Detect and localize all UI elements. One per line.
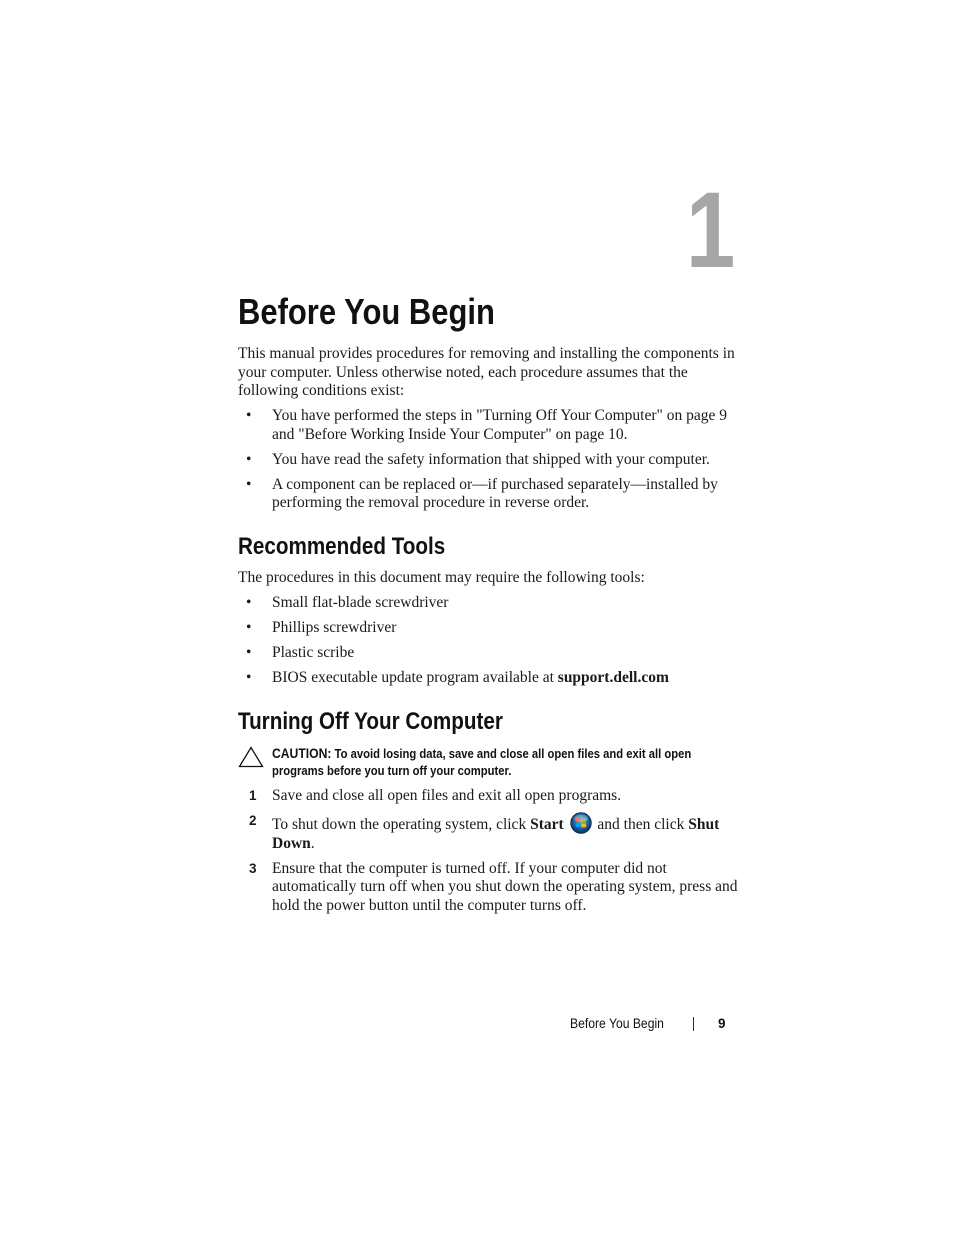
caution-body: To avoid losing data, save and close all open files and exit all open programs before you turn off your computer. bbox=[272, 747, 692, 778]
step-text: To shut down the operating system, click bbox=[272, 816, 531, 834]
tool-text: Phillips screwdriver bbox=[272, 619, 397, 637]
tool-text: Small flat-blade screwdriver bbox=[272, 594, 449, 611]
list-item bbox=[238, 476, 738, 513]
page-title: Before You Begin bbox=[238, 291, 495, 332]
support-link[interactable]: support.dell.com bbox=[557, 669, 669, 687]
section-heading-turning-off: Turning Off Your Computer bbox=[238, 708, 503, 735]
list-item bbox=[238, 407, 738, 444]
footer-divider bbox=[693, 1017, 694, 1031]
condition-text: You have performed the steps in "Turning Off Your Computer" on page 9 and "Before Working Inside Your Computer" on page 10. bbox=[272, 407, 727, 443]
bullet-icon: • bbox=[246, 450, 252, 468]
intro-paragraph: This manual provides procedures for removing and installing the components in your computer. Unless otherwise noted, each procedure assumes that the following conditions exist: bbox=[238, 345, 735, 400]
list-item bbox=[238, 644, 738, 663]
caution-triangle-icon bbox=[238, 746, 264, 768]
step-number: 2 bbox=[249, 813, 257, 829]
page-footer bbox=[560, 1015, 740, 1035]
tool-text: BIOS executable update program available at bbox=[272, 669, 558, 687]
step-text: and then click bbox=[593, 816, 689, 834]
list-item bbox=[238, 594, 738, 613]
footer-page-number: 9 bbox=[718, 1016, 726, 1031]
condition-text: You have read the safety information that shipped with your computer. bbox=[272, 450, 710, 468]
list-item bbox=[238, 669, 738, 688]
tools-intro-paragraph: The procedures in this document may require the following tools: bbox=[238, 569, 645, 586]
condition-text: A component can be replaced or—if purchased separately—installed by performing the removal procedure in reverse order. bbox=[272, 475, 718, 512]
bullet-icon: • bbox=[246, 475, 252, 493]
chapter-number: 1 bbox=[686, 169, 736, 290]
step-item bbox=[238, 787, 738, 806]
step-item bbox=[238, 812, 738, 853]
caution-label: CAUTION: bbox=[272, 746, 332, 761]
caution-text bbox=[272, 745, 740, 780]
step-number: 1 bbox=[249, 788, 257, 803]
bullet-icon: • bbox=[246, 644, 252, 662]
step-number: 3 bbox=[249, 860, 257, 876]
windows-start-icon bbox=[570, 812, 592, 834]
step-text: Ensure that the computer is turned off. If your computer did not automatically turn off when you shut down the operating system, press and hold the power button until the computer turns off. bbox=[272, 859, 738, 914]
section-heading-recommended-tools: Recommended Tools bbox=[238, 533, 446, 560]
bullet-icon: • bbox=[246, 669, 252, 687]
step-item bbox=[238, 860, 738, 916]
list-item bbox=[238, 619, 738, 638]
step-text: Save and close all open files and exit all open programs. bbox=[272, 787, 622, 804]
bullet-icon: • bbox=[246, 619, 252, 637]
tool-text: Plastic scribe bbox=[272, 644, 355, 662]
caution-notice bbox=[238, 745, 738, 780]
tools-list bbox=[238, 594, 738, 694]
footer-section-title: Before You Begin bbox=[570, 1016, 664, 1031]
list-item bbox=[238, 451, 738, 470]
shutdown-steps bbox=[238, 787, 738, 922]
shut-down-term: Shut Down bbox=[272, 816, 720, 852]
start-term: Start bbox=[530, 816, 564, 834]
step-text: . bbox=[310, 834, 315, 852]
bullet-icon: • bbox=[246, 407, 252, 424]
conditions-list bbox=[238, 407, 738, 519]
bullet-icon: • bbox=[246, 594, 252, 611]
